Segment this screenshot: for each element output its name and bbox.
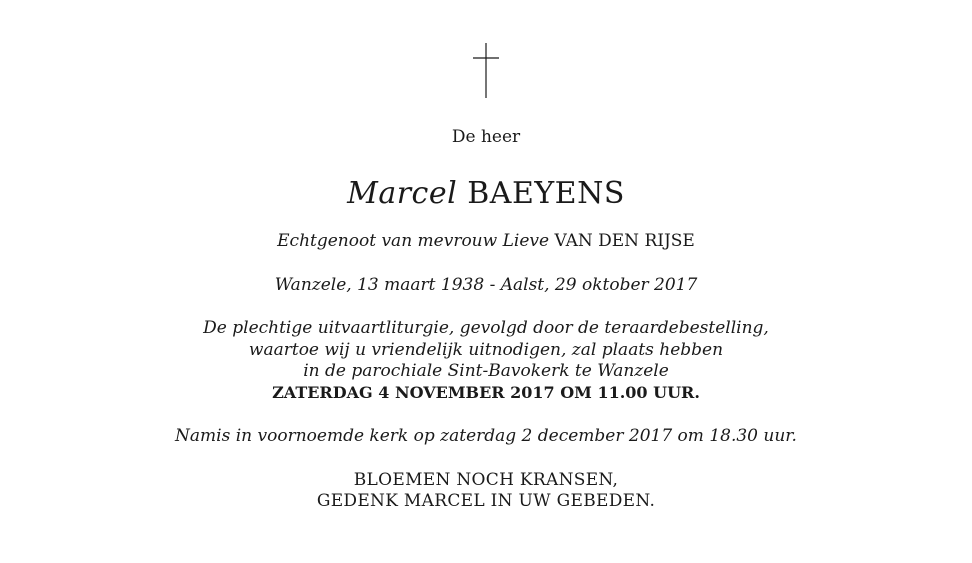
birth-date: Wanzele, 13 maart 1938 (274, 275, 485, 295)
liturgy-line-1: De plechtige uitvaartliturgie, gevolgd door de teraardebestelling, (203, 318, 769, 338)
spouse-prefix: Echtgenoot van mevrouw Lieve (277, 231, 550, 251)
ceremony-datetime: ZATERDAG 4 NOVEMBER 2017 OM 11.00 UUR. (272, 383, 700, 402)
honorific: De heer (451, 127, 521, 147)
closing-line-1: BLOEMEN NOCH KRANSEN, (353, 470, 619, 490)
liturgy-line-3: in de parochiale Sint-Bavokerk te Wanzele (303, 361, 669, 381)
closing-line-2: GEDENK MARCEL IN UW GEBEDEN. (316, 491, 656, 511)
spouse-line (0, 230, 972, 252)
spouse-name: VAN DEN RIJSE (554, 231, 695, 251)
deceased-name (0, 176, 972, 212)
date-separator: - (489, 275, 496, 295)
last-name: BAEYENS (467, 176, 625, 211)
cross-icon (473, 43, 499, 98)
life-dates (0, 274, 972, 296)
first-name: Marcel (347, 176, 458, 211)
death-date: Aalst, 29 oktober 2017 (500, 275, 698, 295)
liturgy-line-2: waartoe wij u vriendelijk uitnodigen, zal plaats hebben (248, 340, 724, 360)
memorial-mass: Namis in voornoemde kerk op zaterdag 2 december 2017 om 18.30 uur. (175, 426, 797, 446)
